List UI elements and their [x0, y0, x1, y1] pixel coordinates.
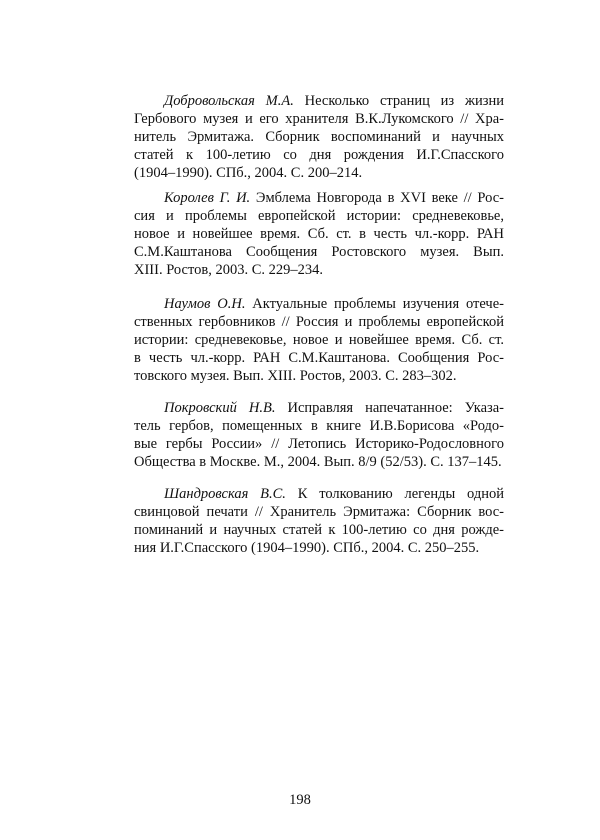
entry-line: С.М.Каштанова Сообщения Ростовского музея. Вып.	[134, 244, 504, 260]
entry-line: Гербового музея и его хранителя В.К.Лукомского // Хра-	[134, 111, 504, 127]
entry-line: новое и новейшее время. Сб. ст. в честь чл.-корр. РАН	[134, 226, 504, 242]
page-number: 198	[289, 792, 311, 808]
entry-line: (1904–1990). СПб., 2004. С. 200–214.	[134, 165, 363, 181]
entry-line: сия и проблемы европейской истории: средневековье,	[134, 208, 504, 224]
entry-line: Добровольская М.А. Несколько страниц из жизни	[164, 93, 504, 109]
entry-line: Покровский Н.В. Исправляя напечатанное: Указа-	[164, 400, 505, 416]
entry-line: вые гербы России» // Летопись Историко-Родословного	[134, 436, 504, 452]
bibliography-entry	[134, 399, 504, 471]
bibliography-entry	[134, 295, 504, 385]
entry-line: Шандровская В.С. К толкованию легенды одной	[164, 486, 504, 502]
entry-line: свинцовой печати // Хранитель Эрмитажа: Сборник вос-	[134, 504, 504, 520]
entry-line: в честь чл.-корр. РАН С.М.Каштанова. Сообщения Рос-	[134, 350, 504, 366]
entry-line: ственных гербовников // Россия и проблемы европейской	[134, 314, 504, 330]
bibliography-entry	[134, 485, 504, 557]
entry-author: Наумов О.Н.	[164, 296, 246, 312]
entry-line: Общества в Москве. М., 2004. Вып. 8/9 (52/53). С. 137–145.	[134, 454, 502, 470]
entry-author: Покровский Н.В.	[164, 400, 276, 416]
entry-line: ния И.Г.Спасского (1904–1990). СПб., 2004. С. 250–255.	[134, 540, 480, 556]
entry-author: Добровольская М.А.	[164, 93, 294, 109]
entry-line: Наумов О.Н. Актуальные проблемы изучения отече-	[164, 296, 504, 312]
entry-line: поминаний и научных статей к 100-летию со дня рожде-	[134, 522, 504, 538]
entry-line: Королев Г. И. Эмблема Новгорода в XVI веке // Рос-	[164, 190, 504, 206]
entry-line: статей к 100-летию со дня рождения И.Г.Спасского	[134, 147, 504, 163]
bibliography-entry	[134, 189, 504, 279]
entry-line: XIII. Ростов, 2003. С. 229–234.	[134, 262, 323, 278]
bibliography-entry	[134, 92, 504, 182]
entry-line: товского музея. Вып. XIII. Ростов, 2003. С. 283–302.	[134, 368, 457, 384]
entry-author: Шандровская В.С.	[164, 486, 286, 502]
entry-author: Королев Г. И.	[164, 190, 251, 206]
entry-line: тель гербов, помещенных в книге И.В.Борисова «Родо-	[134, 418, 504, 434]
entry-line: истории: средневековье, новое и новейшее время. Сб. ст.	[134, 332, 504, 348]
entry-line: нитель Эрмитажа. Сборник воспоминаний и научных	[134, 129, 504, 145]
